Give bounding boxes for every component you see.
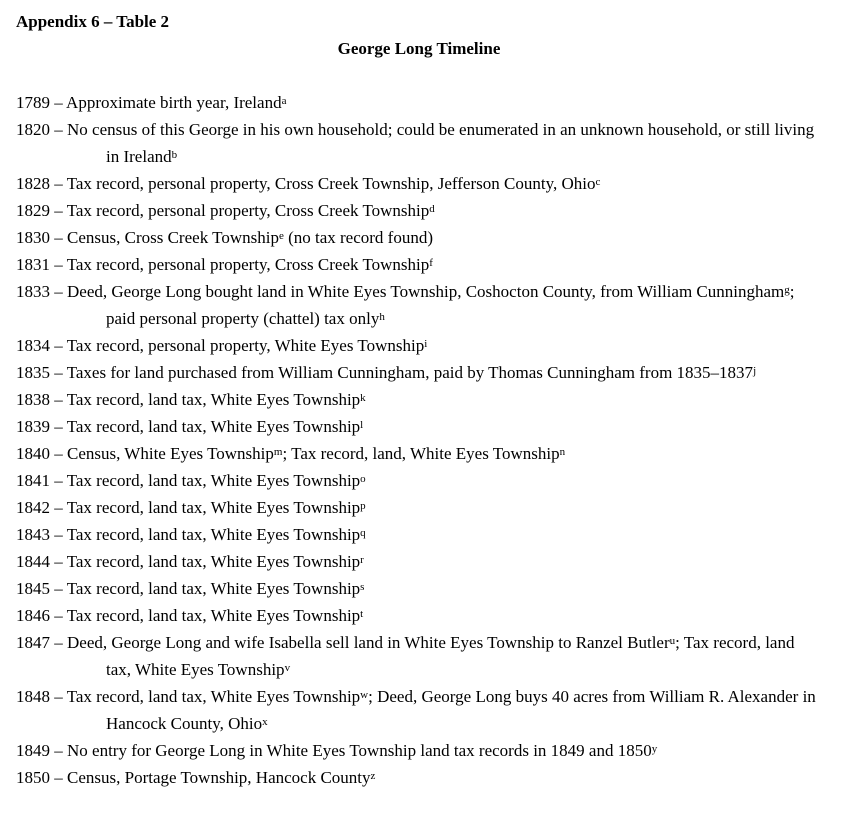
footnote-marker: e bbox=[278, 229, 284, 242]
footnote-marker: l bbox=[360, 418, 364, 431]
timeline-entry-1848: 1848 – Tax record, land tax, White Eyes Township$^w$; Deed, George Long buys 40 acres from William R. Alexander in Hancock County, Ohio$^x$ bbox=[16, 687, 816, 733]
timeline-entry-1835: 1835 – Taxes for land purchased from William Cunningham, paid by Thomas Cunningham from 1835–1837$^j$ bbox=[16, 363, 757, 382]
footnote-marker: v bbox=[284, 661, 291, 674]
footnote-marker: h bbox=[379, 310, 385, 323]
footnote-marker: k bbox=[360, 391, 366, 404]
footnote-marker: y bbox=[651, 742, 658, 755]
footnote-marker: m bbox=[273, 445, 283, 458]
timeline-entry-1849: 1849 – No entry for George Long in White Eyes Township land tax records in 1849 and 1850$^y$ bbox=[16, 741, 658, 760]
timeline-entry-1841: 1841 – Tax record, land tax, White Eyes Township$^o$ bbox=[16, 471, 366, 490]
page-title: George Long Timeline bbox=[337, 39, 501, 58]
footnote-marker: x bbox=[262, 715, 268, 728]
footnote-marker: z bbox=[370, 769, 376, 782]
timeline-entry-1842: 1842 – Tax record, land tax, White Eyes Township$^p$ bbox=[16, 498, 366, 517]
footnote-marker: j bbox=[753, 364, 757, 377]
timeline-entry-1833: 1833 – Deed, George Long bought land in White Eyes Township, Coshocton County, from William Cunningham$^g$; paid personal property (chattel) tax only$^h$ bbox=[16, 282, 795, 328]
timeline-entry-1843: 1843 – Tax record, land tax, White Eyes Township$^q$ bbox=[16, 525, 366, 544]
footnote-marker: g bbox=[784, 283, 790, 296]
timeline-entry-1840: 1840 – Census, White Eyes Township$^m$; Tax record, land, White Eyes Township$^n$ bbox=[16, 444, 566, 463]
footnote-marker: d bbox=[429, 202, 435, 215]
timeline-list bbox=[16, 89, 822, 791]
footnote-marker: f bbox=[429, 256, 433, 269]
timeline-entry-1831: 1831 – Tax record, personal property, Cross Creek Township$^f$ bbox=[16, 255, 433, 274]
timeline-entry-1789: 1789 – Approximate birth year, Ireland$^a$ bbox=[16, 93, 287, 112]
footnote-marker: b bbox=[171, 148, 178, 161]
timeline-entry-1846: 1846 – Tax record, land tax, White Eyes Township$^t$ bbox=[16, 606, 364, 625]
footnote-marker: c bbox=[595, 175, 601, 188]
timeline-entry-1829: 1829 – Tax record, personal property, Cross Creek Township$^d$ bbox=[16, 201, 435, 220]
footnote-marker: r bbox=[360, 553, 364, 566]
timeline-entry-1845: 1845 – Tax record, land tax, White Eyes Township$^s$ bbox=[16, 579, 365, 598]
timeline-entry-1838: 1838 – Tax record, land tax, White Eyes Township$^k$ bbox=[16, 390, 366, 409]
timeline-entry-1820: 1820 – No census of this George in his own household; could be enumerated in an unknown household, or still living in Ireland$^b$ bbox=[16, 120, 815, 166]
footnote-marker: a bbox=[281, 94, 287, 107]
timeline-entry-1830: 1830 – Census, Cross Creek Township$^e$ (no tax record found) bbox=[16, 228, 434, 247]
timeline-entry-1828: 1828 – Tax record, personal property, Cross Creek Township, Jefferson County, Ohio$^c$ bbox=[16, 174, 601, 193]
footnote-marker: p bbox=[360, 499, 366, 512]
footnote-marker: o bbox=[360, 472, 366, 485]
timeline-entry-1850: 1850 – Census, Portage Township, Hancock County$^z$ bbox=[16, 768, 376, 787]
appendix-heading: Appendix 6 – Table 2 bbox=[16, 12, 170, 31]
footnote-marker: t bbox=[360, 607, 364, 620]
timeline-entry-1844: 1844 – Tax record, land tax, White Eyes Township$^r$ bbox=[16, 552, 364, 571]
timeline-entry-1834: 1834 – Tax record, personal property, White Eyes Township$^i$ bbox=[16, 336, 428, 355]
timeline-entry-1839: 1839 – Tax record, land tax, White Eyes Township$^l$ bbox=[16, 417, 364, 436]
timeline-entry-1847: 1847 – Deed, George Long and wife Isabella sell land in White Eyes Township to Ranzel Butler$^u$; Tax record, land tax, White Eyes Township$^v$ bbox=[16, 633, 795, 679]
footnote-marker: w bbox=[360, 688, 369, 701]
footnote-marker: n bbox=[559, 445, 566, 458]
footnote-marker: i bbox=[424, 337, 428, 350]
footnote-marker: q bbox=[360, 526, 366, 539]
footnote-marker: u bbox=[669, 634, 676, 647]
footnote-marker: s bbox=[360, 580, 365, 593]
